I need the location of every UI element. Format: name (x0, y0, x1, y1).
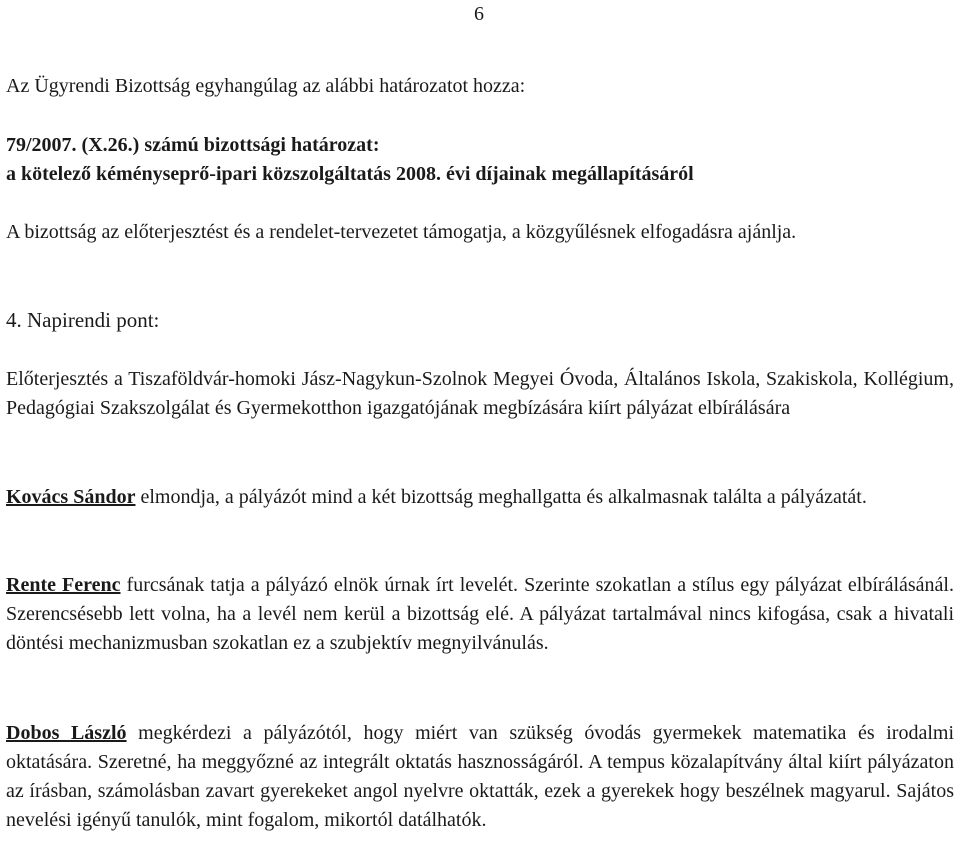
speaker-name: Rente Ferenc (6, 574, 121, 596)
intro-paragraph: Az Ügyrendi Bizottság egyhangúlag az alábbi határozatot hozza: (6, 75, 526, 97)
speaker-name: Dobos László (6, 722, 127, 744)
agenda-heading: 4. Napirendi pont: (6, 308, 160, 332)
resolution-number: 79/2007. (X.26.) számú bizottsági határozat: (6, 134, 380, 156)
speaker-name: Kovács Sándor (6, 486, 136, 508)
agenda-subject: Előterjesztés a Tiszaföldvár-homoki Jász-Nagykun-Szolnok Megyei Óvoda, Általános Iskola, Szakiskola, Kollégium, Pedagógiai Szakszolgálat és Gyermekotthon igazgatójának megbízására kiírt pályázat elbírálására (6, 368, 954, 419)
statement-text: elmondja, a pályázót mind a két bizottság meghallgatta és alkalmasnak találta a pályázatát. (135, 486, 867, 508)
page-number: 6 (474, 3, 484, 25)
statement-kovacs (6, 483, 954, 512)
statement-rente (6, 571, 954, 658)
statement-dobos (6, 719, 954, 835)
statement-text: megkérdezi a pályázótól, hogy miért van szükség óvodás gyermekek matematika és irodalmi oktatására. Szeretné, ha meggyőzné az integrált oktatás hasznosságáról. A tempus közalapítvány által kiírt pályázaton az írásban, számolásban zavart gyerekeket angol nyelvre oktatták, ezek a gyerekek hogy beszélnek magyarul. Sajátos nevelési igényű tanulók, mint fogalom, mikortól datálhatók. (6, 722, 955, 831)
resolution-subject: a kötelező kéményseprő-ipari közszolgáltatás 2008. évi díjainak megállapításáról (6, 163, 694, 185)
resolution-text: A bizottság az előterjesztést és a rendelet-tervezetet támogatja, a közgyűlésnek elfogadásra ajánlja. (6, 221, 797, 243)
resolution-title (6, 131, 954, 189)
statement-text: furcsának tatja a pályázó elnök úrnak írt levelét. Szerinte szokatlan a stílus egy pályázat elbírálásánál. Szerencsésebb lett volna, ha a levél nem kerül a bizottság elé. A pályázat tartalmával nincs kifogása, csak a hivatali döntési mechanizmusban szokatlan ez a szubjektív megnyilvánulás. (6, 574, 954, 654)
